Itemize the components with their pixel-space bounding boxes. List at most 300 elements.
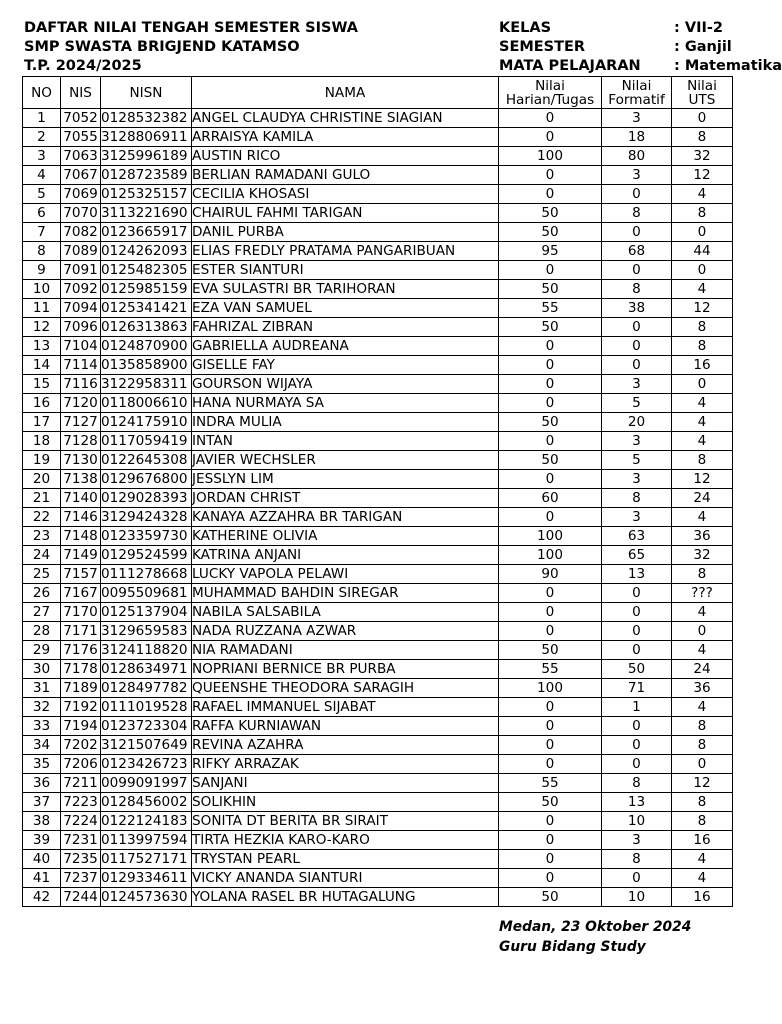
table-row: [23, 261, 733, 280]
row-nama: KANAYA AZZAHRA BR TARIGAN: [192, 508, 499, 527]
table-row: [23, 318, 733, 337]
row-nisn: 0123665917: [101, 223, 192, 242]
row-nis: 7192: [61, 698, 101, 717]
table-row: [23, 850, 733, 869]
row-nis: 7146: [61, 508, 101, 527]
row-nilai-formatif: 0: [602, 318, 672, 337]
row-nama: JORDAN CHRIST: [192, 489, 499, 508]
row-nis: 7202: [61, 736, 101, 755]
col-header-harian: Nilai Harian/Tugas: [499, 77, 602, 109]
row-nama: EVA SULASTRI BR TARIHORAN: [192, 280, 499, 299]
row-nilai-uts: 4: [672, 869, 733, 888]
row-nis: 7171: [61, 622, 101, 641]
row-nis: 7235: [61, 850, 101, 869]
row-nilai-uts: 8: [672, 337, 733, 356]
row-nama: QUEENSHE THEODORA SARAGIH: [192, 679, 499, 698]
row-nilai-harian: 0: [499, 432, 602, 451]
row-nilai-formatif: 50: [602, 660, 672, 679]
row-nilai-harian: 0: [499, 717, 602, 736]
row-nis: 7104: [61, 337, 101, 356]
row-no: 21: [23, 489, 61, 508]
row-nis: 7116: [61, 375, 101, 394]
row-nilai-harian: 0: [499, 109, 602, 128]
table-row: [23, 641, 733, 660]
row-no: 38: [23, 812, 61, 831]
row-nis: 7178: [61, 660, 101, 679]
row-no: 7: [23, 223, 61, 242]
row-nisn: 0111278668: [101, 565, 192, 584]
row-nama: FAHRIZAL ZIBRAN: [192, 318, 499, 337]
row-nisn: 3113221690: [101, 204, 192, 223]
grades-table: [22, 76, 733, 907]
row-nama: JAVIER WECHSLER: [192, 451, 499, 470]
row-no: 2: [23, 128, 61, 147]
row-nisn: 0124573630: [101, 888, 192, 907]
row-nilai-harian: 100: [499, 147, 602, 166]
table-row: [23, 869, 733, 888]
row-no: 1: [23, 109, 61, 128]
table-row: [23, 508, 733, 527]
row-nama: NADA RUZZANA AZWAR: [192, 622, 499, 641]
row-nilai-formatif: 65: [602, 546, 672, 565]
row-nilai-uts: 16: [672, 888, 733, 907]
row-nilai-uts: 4: [672, 394, 733, 413]
row-nilai-harian: 95: [499, 242, 602, 261]
row-nilai-harian: 0: [499, 261, 602, 280]
row-nama: SONITA DT BERITA BR SIRAIT: [192, 812, 499, 831]
row-nilai-harian: 55: [499, 299, 602, 318]
row-nama: EZA VAN SAMUEL: [192, 299, 499, 318]
row-nilai-formatif: 3: [602, 508, 672, 527]
row-nilai-formatif: 5: [602, 451, 672, 470]
row-nisn: 0117527171: [101, 850, 192, 869]
table-row: [23, 204, 733, 223]
row-nisn: 3124118820: [101, 641, 192, 660]
row-no: 19: [23, 451, 61, 470]
col-header-formatif: Nilai Formatif: [602, 77, 672, 109]
row-nilai-uts: 12: [672, 166, 733, 185]
row-nilai-uts: 0: [672, 755, 733, 774]
row-nilai-formatif: 0: [602, 869, 672, 888]
row-nilai-formatif: 0: [602, 755, 672, 774]
row-nama: ELIAS FREDLY PRATAMA PANGARIBUAN: [192, 242, 499, 261]
row-nilai-formatif: 0: [602, 641, 672, 660]
table-row: [23, 489, 733, 508]
table-row: [23, 565, 733, 584]
row-nis: 7231: [61, 831, 101, 850]
row-nis: 7130: [61, 451, 101, 470]
row-nilai-formatif: 18: [602, 128, 672, 147]
row-nilai-harian: 0: [499, 755, 602, 774]
row-nisn: 0113997594: [101, 831, 192, 850]
row-nilai-harian: 0: [499, 337, 602, 356]
row-nilai-uts: 8: [672, 812, 733, 831]
row-nilai-uts: 8: [672, 565, 733, 584]
row-no: 14: [23, 356, 61, 375]
table-row: [23, 812, 733, 831]
row-no: 5: [23, 185, 61, 204]
row-nis: 7067: [61, 166, 101, 185]
row-nilai-harian: 55: [499, 774, 602, 793]
row-nilai-harian: 0: [499, 584, 602, 603]
row-nilai-harian: 0: [499, 603, 602, 622]
row-no: 29: [23, 641, 61, 660]
row-nilai-harian: 0: [499, 812, 602, 831]
table-row: [23, 375, 733, 394]
row-nisn: 0125137904: [101, 603, 192, 622]
row-nisn: 0135858900: [101, 356, 192, 375]
row-nilai-formatif: 3: [602, 470, 672, 489]
table-row: [23, 337, 733, 356]
table-row: [23, 660, 733, 679]
row-nilai-harian: 50: [499, 641, 602, 660]
row-nis: 7189: [61, 679, 101, 698]
row-nisn: 0123723304: [101, 717, 192, 736]
row-nis: 7070: [61, 204, 101, 223]
row-nama: MUHAMMAD BAHDIN SIREGAR: [192, 584, 499, 603]
row-no: 20: [23, 470, 61, 489]
row-nilai-uts: 4: [672, 698, 733, 717]
row-nilai-formatif: 3: [602, 831, 672, 850]
table-row: [23, 394, 733, 413]
table-row: [23, 546, 733, 565]
row-nilai-formatif: 71: [602, 679, 672, 698]
document-title-block: [24, 19, 358, 76]
row-nilai-formatif: 5: [602, 394, 672, 413]
row-nilai-uts: 8: [672, 204, 733, 223]
row-nama: SOLIKHIN: [192, 793, 499, 812]
row-nilai-harian: 0: [499, 850, 602, 869]
row-nilai-uts: 8: [672, 451, 733, 470]
row-nilai-uts: 12: [672, 470, 733, 489]
row-nilai-formatif: 38: [602, 299, 672, 318]
row-no: 40: [23, 850, 61, 869]
row-nilai-formatif: 13: [602, 793, 672, 812]
row-nilai-harian: 0: [499, 622, 602, 641]
row-nama: BERLIAN RAMADANI GULO: [192, 166, 499, 185]
row-nis: 7120: [61, 394, 101, 413]
row-nama: VICKY ANANDA SIANTURI: [192, 869, 499, 888]
table-row: [23, 432, 733, 451]
row-nilai-uts: 8: [672, 128, 733, 147]
row-nis: 7127: [61, 413, 101, 432]
row-nilai-harian: 55: [499, 660, 602, 679]
row-nilai-formatif: 0: [602, 603, 672, 622]
row-nilai-uts: 8: [672, 717, 733, 736]
row-nisn: 0125341421: [101, 299, 192, 318]
row-no: 3: [23, 147, 61, 166]
table-row: [23, 584, 733, 603]
row-nis: 7170: [61, 603, 101, 622]
table-row: [23, 831, 733, 850]
table-row: [23, 185, 733, 204]
row-nilai-uts: 32: [672, 147, 733, 166]
table-row: [23, 736, 733, 755]
table-row: [23, 166, 733, 185]
row-nisn: 3128806911: [101, 128, 192, 147]
table-row: [23, 774, 733, 793]
row-nama: LUCKY VAPOLA PELAWI: [192, 565, 499, 584]
row-no: 16: [23, 394, 61, 413]
row-nilai-harian: 50: [499, 888, 602, 907]
table-row: [23, 280, 733, 299]
row-nilai-harian: 0: [499, 508, 602, 527]
row-nis: 7148: [61, 527, 101, 546]
row-nilai-uts: 4: [672, 508, 733, 527]
row-nama: NIA RAMADANI: [192, 641, 499, 660]
row-nilai-formatif: 0: [602, 261, 672, 280]
row-nilai-uts: 4: [672, 280, 733, 299]
row-nilai-uts: 0: [672, 261, 733, 280]
row-nama: ANGEL CLAUDYA CHRISTINE SIAGIAN: [192, 109, 499, 128]
row-nilai-uts: ???: [672, 584, 733, 603]
row-nis: 7114: [61, 356, 101, 375]
row-nisn: 0128532382: [101, 109, 192, 128]
mapel-label: MATA PELAJARAN: [499, 58, 641, 74]
row-nisn: 0128456002: [101, 793, 192, 812]
row-nisn: 0111019528: [101, 698, 192, 717]
row-no: 37: [23, 793, 61, 812]
table-row: [23, 223, 733, 242]
row-nisn: 0129028393: [101, 489, 192, 508]
row-nilai-formatif: 8: [602, 204, 672, 223]
row-nama: INTAN: [192, 432, 499, 451]
row-nama: ESTER SIANTURI: [192, 261, 499, 280]
row-no: 41: [23, 869, 61, 888]
row-nilai-formatif: 8: [602, 774, 672, 793]
row-nilai-harian: 0: [499, 869, 602, 888]
row-nisn: 0095509681: [101, 584, 192, 603]
row-nisn: 0118006610: [101, 394, 192, 413]
signature-date: Medan, 23 Oktober 2024: [499, 919, 692, 935]
row-no: 17: [23, 413, 61, 432]
kelas-label: KELAS: [499, 20, 552, 36]
table-row: [23, 717, 733, 736]
row-nama: GOURSON WIJAYA: [192, 375, 499, 394]
row-no: 39: [23, 831, 61, 850]
row-nilai-uts: 4: [672, 641, 733, 660]
table-row: [23, 299, 733, 318]
row-nilai-formatif: 1: [602, 698, 672, 717]
row-nama: GISELLE FAY: [192, 356, 499, 375]
col-header-nisn: NISN: [101, 77, 192, 109]
row-nama: CHAIRUL FAHMI TARIGAN: [192, 204, 499, 223]
semester-label: SEMESTER: [499, 39, 586, 55]
col-header-no: NO: [23, 77, 61, 109]
row-nisn: 3122958311: [101, 375, 192, 394]
table-row: [23, 888, 733, 907]
row-nilai-formatif: 68: [602, 242, 672, 261]
row-nilai-formatif: 0: [602, 717, 672, 736]
row-nis: 7206: [61, 755, 101, 774]
row-nilai-harian: 100: [499, 679, 602, 698]
row-nilai-uts: 8: [672, 318, 733, 337]
row-no: 6: [23, 204, 61, 223]
row-nisn: 0126313863: [101, 318, 192, 337]
row-no: 35: [23, 755, 61, 774]
row-nama: CECILIA KHOSASI: [192, 185, 499, 204]
row-nilai-harian: 0: [499, 831, 602, 850]
row-nis: 7138: [61, 470, 101, 489]
row-nama: RIFKY ARRAZAK: [192, 755, 499, 774]
row-nilai-uts: 0: [672, 375, 733, 394]
table-row: [23, 147, 733, 166]
row-nisn: 0128723589: [101, 166, 192, 185]
row-nilai-uts: 12: [672, 299, 733, 318]
row-no: 27: [23, 603, 61, 622]
row-nama: YOLANA RASEL BR HUTAGALUNG: [192, 888, 499, 907]
row-nilai-uts: 0: [672, 109, 733, 128]
row-nilai-uts: 4: [672, 185, 733, 204]
row-nisn: 0125985159: [101, 280, 192, 299]
row-nis: 7128: [61, 432, 101, 451]
school-year: T.P. 2024/2025: [24, 58, 142, 74]
row-nisn: 0124870900: [101, 337, 192, 356]
row-nilai-formatif: 10: [602, 812, 672, 831]
row-nilai-formatif: 13: [602, 565, 672, 584]
row-nilai-uts: 44: [672, 242, 733, 261]
table-row: [23, 242, 733, 261]
row-nis: 7149: [61, 546, 101, 565]
row-nisn: 0129334611: [101, 869, 192, 888]
row-nilai-formatif: 8: [602, 489, 672, 508]
row-nilai-uts: 12: [672, 774, 733, 793]
row-nis: 7092: [61, 280, 101, 299]
row-nis: 7140: [61, 489, 101, 508]
row-nilai-harian: 0: [499, 185, 602, 204]
col-header-nis: NIS: [61, 77, 101, 109]
table-row: [23, 679, 733, 698]
row-nisn: 0117059419: [101, 432, 192, 451]
row-nisn: 3125996189: [101, 147, 192, 166]
row-nilai-formatif: 10: [602, 888, 672, 907]
table-row: [23, 755, 733, 774]
row-nilai-formatif: 3: [602, 166, 672, 185]
row-nilai-formatif: 20: [602, 413, 672, 432]
row-nis: 7176: [61, 641, 101, 660]
row-nis: 7055: [61, 128, 101, 147]
row-nama: DANIL PURBA: [192, 223, 499, 242]
row-nisn: 0099091997: [101, 774, 192, 793]
row-no: 10: [23, 280, 61, 299]
row-nilai-harian: 50: [499, 318, 602, 337]
row-nisn: 0124262093: [101, 242, 192, 261]
col-header-nama: NAMA: [192, 77, 499, 109]
row-nilai-uts: 36: [672, 527, 733, 546]
row-nilai-harian: 100: [499, 527, 602, 546]
row-nilai-formatif: 0: [602, 337, 672, 356]
row-nisn: 0128634971: [101, 660, 192, 679]
row-no: 32: [23, 698, 61, 717]
row-nama: RAFAEL IMMANUEL SIJABAT: [192, 698, 499, 717]
row-nisn: 0128497782: [101, 679, 192, 698]
row-nama: KATHERINE OLIVIA: [192, 527, 499, 546]
row-no: 33: [23, 717, 61, 736]
row-nilai-uts: 24: [672, 660, 733, 679]
class-info-values: [674, 19, 782, 79]
row-nisn: 0129524599: [101, 546, 192, 565]
row-nisn: 0123359730: [101, 527, 192, 546]
row-nama: RAFFA KURNIAWAN: [192, 717, 499, 736]
row-no: 31: [23, 679, 61, 698]
row-nilai-harian: 50: [499, 451, 602, 470]
col-header-uts: Nilai UTS: [672, 77, 733, 109]
row-nama: HANA NURMAYA SA: [192, 394, 499, 413]
row-nilai-uts: 16: [672, 831, 733, 850]
table-row: [23, 128, 733, 147]
row-nisn: 3121507649: [101, 736, 192, 755]
row-nama: NOPRIANI BERNICE BR PURBA: [192, 660, 499, 679]
row-nilai-harian: 50: [499, 793, 602, 812]
row-nilai-formatif: 3: [602, 432, 672, 451]
table-row: [23, 622, 733, 641]
row-nilai-formatif: 0: [602, 356, 672, 375]
row-no: 18: [23, 432, 61, 451]
row-nilai-formatif: 3: [602, 109, 672, 128]
row-nilai-harian: 60: [499, 489, 602, 508]
row-nama: KATRINA ANJANI: [192, 546, 499, 565]
row-no: 26: [23, 584, 61, 603]
row-no: 24: [23, 546, 61, 565]
row-nis: 7082: [61, 223, 101, 242]
kelas-value: : VII-2: [674, 20, 723, 36]
row-nisn: 0125325157: [101, 185, 192, 204]
row-nilai-uts: 4: [672, 413, 733, 432]
signature-role: Guru Bidang Study: [499, 939, 646, 955]
row-nis: 7096: [61, 318, 101, 337]
row-nama: INDRA MULIA: [192, 413, 499, 432]
row-nama: REVINA AZAHRA: [192, 736, 499, 755]
row-nilai-harian: 0: [499, 394, 602, 413]
row-nis: 7211: [61, 774, 101, 793]
row-nilai-harian: 0: [499, 375, 602, 394]
row-no: 25: [23, 565, 61, 584]
row-nis: 7224: [61, 812, 101, 831]
row-nilai-uts: 4: [672, 850, 733, 869]
row-nilai-harian: 0: [499, 698, 602, 717]
table-row: [23, 356, 733, 375]
row-nis: 7167: [61, 584, 101, 603]
row-nama: TIRTA HEZKIA KARO-KARO: [192, 831, 499, 850]
row-nisn: 0124175910: [101, 413, 192, 432]
row-nis: 7237: [61, 869, 101, 888]
row-nilai-harian: 100: [499, 546, 602, 565]
row-nilai-formatif: 8: [602, 850, 672, 869]
row-no: 34: [23, 736, 61, 755]
row-nisn: 0123426723: [101, 755, 192, 774]
row-nilai-formatif: 0: [602, 223, 672, 242]
row-nis: 7194: [61, 717, 101, 736]
row-nis: 7063: [61, 147, 101, 166]
row-nisn: 0129676800: [101, 470, 192, 489]
row-nama: NABILA SALSABILA: [192, 603, 499, 622]
row-nilai-harian: 90: [499, 565, 602, 584]
row-nama: GABRIELLA AUDREANA: [192, 337, 499, 356]
row-nisn: 0122645308: [101, 451, 192, 470]
row-nis: 7091: [61, 261, 101, 280]
table-row: [23, 527, 733, 546]
row-nilai-harian: 0: [499, 736, 602, 755]
row-no: 23: [23, 527, 61, 546]
row-nilai-harian: 50: [499, 223, 602, 242]
row-no: 42: [23, 888, 61, 907]
row-nilai-uts: 0: [672, 622, 733, 641]
row-nisn: 3129424328: [101, 508, 192, 527]
school-name: SMP SWASTA BRIGJEND KATAMSO: [24, 39, 300, 55]
row-nilai-uts: 8: [672, 736, 733, 755]
table-row: [23, 451, 733, 470]
table-body: [23, 109, 733, 907]
